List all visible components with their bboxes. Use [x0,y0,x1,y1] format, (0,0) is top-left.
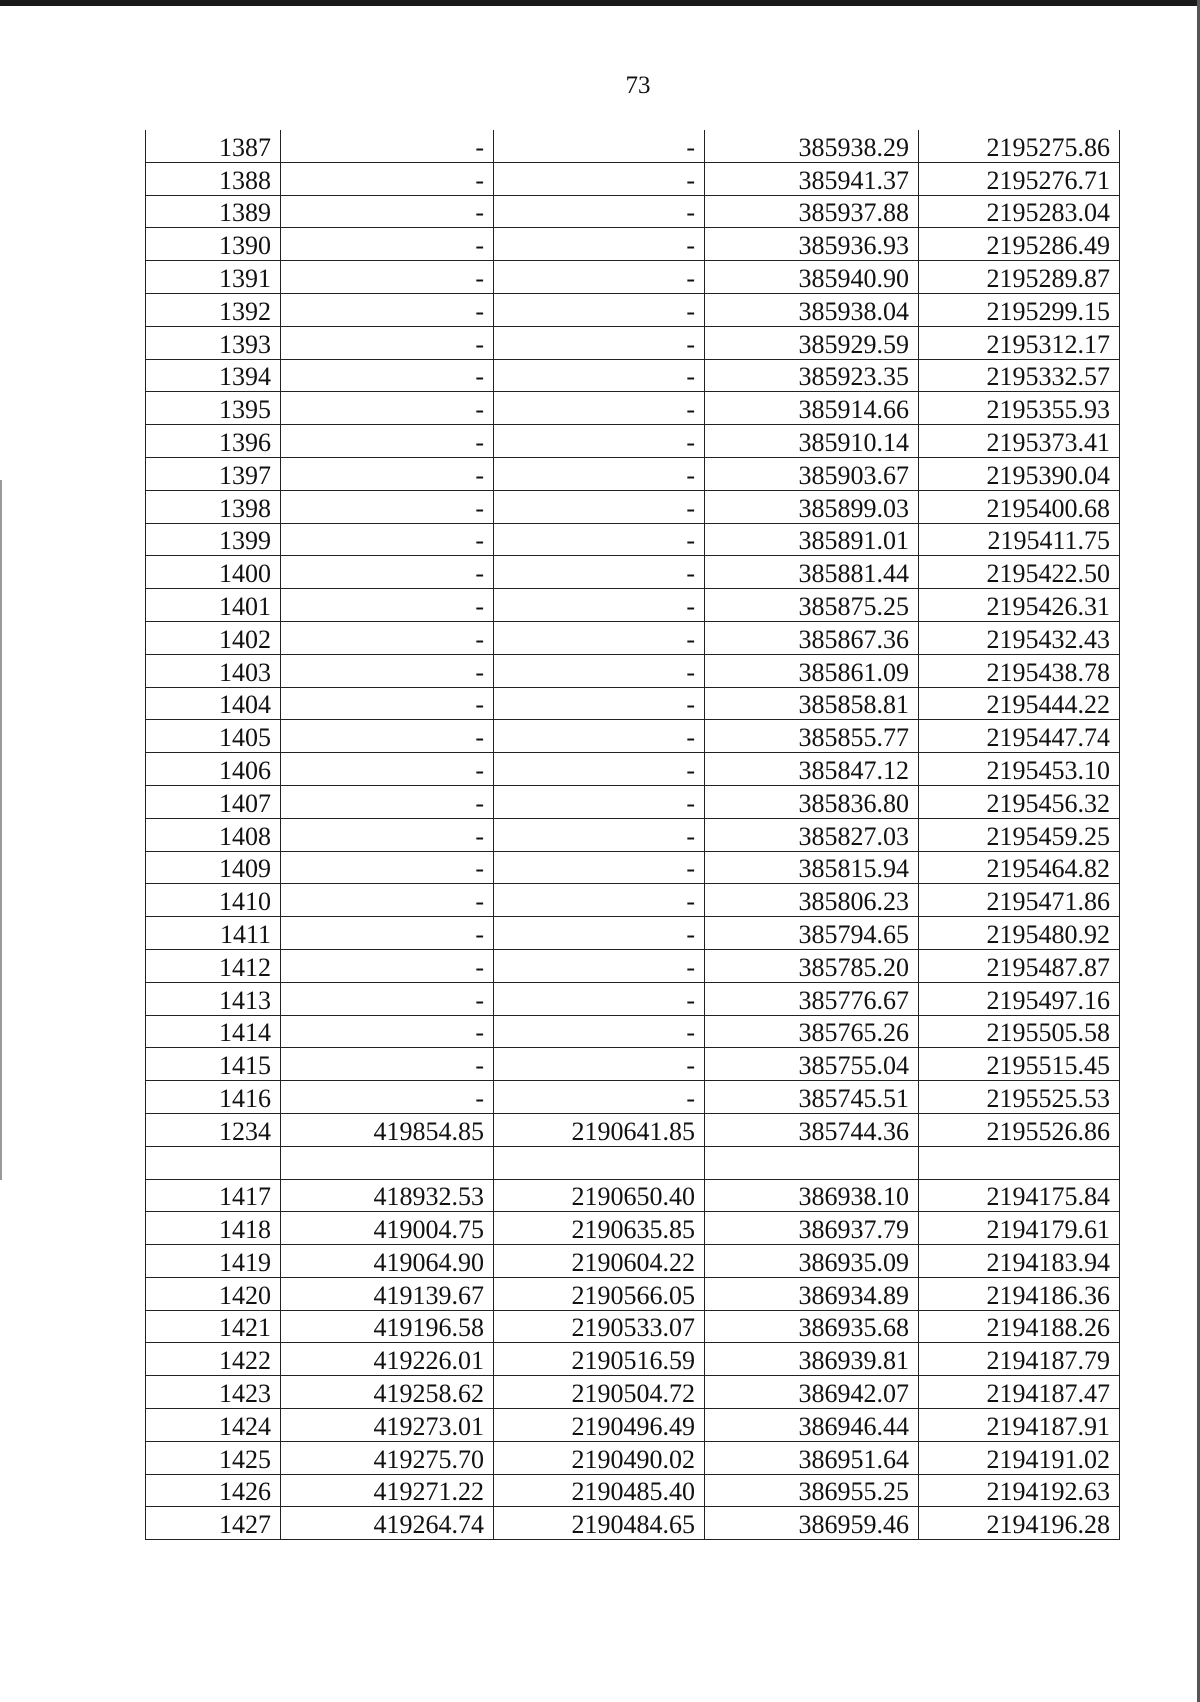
y-old-cell [494,1146,705,1179]
table-row [146,130,1120,162]
point-number-cell: 1413 [146,982,281,1015]
y-old-cell: 2190516.59 [494,1343,705,1376]
point-number-cell: 1403 [146,654,281,687]
x-new-cell: 385899.03 [705,490,919,523]
x-old-cell: 419271.22 [281,1474,494,1507]
x-old-cell: - [281,818,494,851]
point-number-cell: 1406 [146,753,281,786]
y-old-cell: 2190566.05 [494,1277,705,1310]
y-new-cell: 2195400.68 [919,490,1120,523]
y-new-cell: 2195422.50 [919,556,1120,589]
y-old-cell: 2190490.02 [494,1441,705,1474]
x-old-cell: - [281,490,494,523]
x-new-cell: 385875.25 [705,589,919,622]
y-new-cell: 2195426.31 [919,589,1120,622]
y-new-cell: 2195515.45 [919,1048,1120,1081]
x-new-cell: 385940.90 [705,261,919,294]
x-old-cell: 419854.85 [281,1113,494,1146]
y-new-cell: 2195459.25 [919,818,1120,851]
point-number-cell: 1388 [146,162,281,195]
x-old-cell: 419004.75 [281,1212,494,1245]
point-number-cell: 1424 [146,1409,281,1442]
x-new-cell: 385937.88 [705,195,919,228]
y-new-cell: 2195497.16 [919,982,1120,1015]
y-new-cell: 2194187.79 [919,1343,1120,1376]
table-row [146,228,1120,261]
x-old-cell: - [281,851,494,884]
table-row [146,261,1120,294]
y-old-cell: - [494,949,705,982]
table-row [146,851,1120,884]
table-row [146,1048,1120,1081]
y-new-cell: 2195299.15 [919,293,1120,326]
table-row [146,293,1120,326]
y-new-cell: 2195355.93 [919,392,1120,425]
point-number-cell: 1419 [146,1245,281,1278]
y-new-cell: 2194192.63 [919,1474,1120,1507]
y-new-cell: 2195505.58 [919,1015,1120,1048]
point-number-cell: 1407 [146,785,281,818]
x-new-cell: 385861.09 [705,654,919,687]
point-number-cell: 1395 [146,392,281,425]
table-row [146,753,1120,786]
y-old-cell: - [494,162,705,195]
x-new-cell: 385903.67 [705,457,919,490]
x-old-cell: 419064.90 [281,1245,494,1278]
x-new-cell: 386937.79 [705,1212,919,1245]
table-row [146,490,1120,523]
point-number-cell: 1420 [146,1277,281,1310]
y-old-cell: - [494,687,705,720]
point-number-cell: 1414 [146,1015,281,1048]
y-old-cell: 2190635.85 [494,1212,705,1245]
x-old-cell: 418932.53 [281,1179,494,1212]
table-row [146,1409,1120,1442]
scan-border-left [0,480,2,1180]
point-number-cell: 1400 [146,556,281,589]
point-number-cell: 1390 [146,228,281,261]
x-old-cell: - [281,261,494,294]
y-new-cell: 2195275.86 [919,130,1120,162]
y-new-cell: 2195411.75 [919,523,1120,556]
x-new-cell: 385858.81 [705,687,919,720]
table-row [146,162,1120,195]
point-number-cell: 1402 [146,621,281,654]
x-old-cell: - [281,621,494,654]
table-row [146,425,1120,458]
x-new-cell: 385941.37 [705,162,919,195]
y-old-cell: - [494,261,705,294]
table-row [146,982,1120,1015]
x-old-cell: - [281,1081,494,1114]
point-number-cell: 1389 [146,195,281,228]
y-old-cell: - [494,457,705,490]
x-old-cell: - [281,523,494,556]
table-row [146,1376,1120,1409]
x-old-cell: - [281,753,494,786]
y-new-cell: 2195456.32 [919,785,1120,818]
point-number-cell: 1411 [146,917,281,950]
x-new-cell: 386938.10 [705,1179,919,1212]
x-new-cell: 385938.04 [705,293,919,326]
x-old-cell: - [281,982,494,1015]
x-old-cell: - [281,162,494,195]
page-number: 73 [625,72,651,99]
y-new-cell: 2195487.87 [919,949,1120,982]
x-new-cell: 385755.04 [705,1048,919,1081]
point-number-cell: 1412 [146,949,281,982]
y-old-cell: - [494,917,705,950]
x-old-cell: - [281,228,494,261]
y-new-cell: 2195332.57 [919,359,1120,392]
y-old-cell: - [494,818,705,851]
x-old-cell: 419273.01 [281,1409,494,1442]
y-old-cell: - [494,130,705,162]
y-old-cell: - [494,1081,705,1114]
y-old-cell: - [494,359,705,392]
coordinates-table [145,130,1120,1540]
x-old-cell: - [281,293,494,326]
x-old-cell: 419264.74 [281,1507,494,1540]
x-new-cell: 386935.68 [705,1310,919,1343]
y-old-cell: - [494,884,705,917]
x-old-cell: 419139.67 [281,1277,494,1310]
x-old-cell: - [281,1048,494,1081]
y-new-cell: 2195464.82 [919,851,1120,884]
table-row [146,1081,1120,1114]
y-old-cell: - [494,621,705,654]
x-old-cell: - [281,949,494,982]
point-number-cell: 1396 [146,425,281,458]
point-number-cell: 1391 [146,261,281,294]
y-old-cell: - [494,195,705,228]
y-new-cell: 2194183.94 [919,1245,1120,1278]
point-number-cell: 1399 [146,523,281,556]
x-new-cell: 386935.09 [705,1245,919,1278]
x-old-cell: - [281,556,494,589]
table-row [146,884,1120,917]
table-row [146,917,1120,950]
y-new-cell: 2195471.86 [919,884,1120,917]
point-number-cell: 1415 [146,1048,281,1081]
x-new-cell: 385914.66 [705,392,919,425]
y-old-cell: 2190641.85 [494,1113,705,1146]
x-old-cell: - [281,457,494,490]
x-old-cell: - [281,884,494,917]
point-number-cell: 1417 [146,1179,281,1212]
y-new-cell: 2195526.86 [919,1113,1120,1146]
point-number-cell: 1397 [146,457,281,490]
y-old-cell: - [494,326,705,359]
point-number-cell: 1410 [146,884,281,917]
y-new-cell: 2194188.26 [919,1310,1120,1343]
y-new-cell: 2195390.04 [919,457,1120,490]
y-old-cell: - [494,556,705,589]
x-old-cell: - [281,326,494,359]
point-number-cell: 1425 [146,1441,281,1474]
x-new-cell: 386939.81 [705,1343,919,1376]
x-old-cell: - [281,359,494,392]
y-new-cell: 2195289.87 [919,261,1120,294]
x-new-cell: 385744.36 [705,1113,919,1146]
x-new-cell: 386959.46 [705,1507,919,1540]
table-row [146,720,1120,753]
table-row [146,457,1120,490]
y-old-cell: - [494,293,705,326]
y-old-cell: 2190504.72 [494,1376,705,1409]
table-row [146,785,1120,818]
x-new-cell: 386951.64 [705,1441,919,1474]
point-number-cell: 1409 [146,851,281,884]
point-number-cell: 1392 [146,293,281,326]
y-old-cell: - [494,753,705,786]
table-row [146,1310,1120,1343]
table-row [146,556,1120,589]
y-new-cell: 2195447.74 [919,720,1120,753]
x-new-cell: 385855.77 [705,720,919,753]
table-row [146,1146,1120,1179]
x-new-cell: 385745.51 [705,1081,919,1114]
y-new-cell [919,1146,1120,1179]
y-old-cell: 2190484.65 [494,1507,705,1540]
x-new-cell: 386934.89 [705,1277,919,1310]
point-number-cell: 1408 [146,818,281,851]
x-old-cell: - [281,720,494,753]
y-new-cell: 2194187.47 [919,1376,1120,1409]
point-number-cell: 1401 [146,589,281,622]
y-old-cell: - [494,654,705,687]
point-number-cell: 1398 [146,490,281,523]
y-old-cell: - [494,1048,705,1081]
y-old-cell: - [494,392,705,425]
y-new-cell: 2194179.61 [919,1212,1120,1245]
y-old-cell: - [494,785,705,818]
y-new-cell: 2195432.43 [919,621,1120,654]
y-old-cell: - [494,982,705,1015]
y-new-cell: 2195444.22 [919,687,1120,720]
table-row [146,654,1120,687]
point-number-cell: 1426 [146,1474,281,1507]
x-old-cell: - [281,785,494,818]
table-row [146,523,1120,556]
y-old-cell: - [494,490,705,523]
y-new-cell: 2195276.71 [919,162,1120,195]
point-number-cell [146,1146,281,1179]
scan-border-top [0,0,1200,6]
table-row [146,1179,1120,1212]
point-number-cell: 1234 [146,1113,281,1146]
y-new-cell: 2195480.92 [919,917,1120,950]
x-new-cell: 385936.93 [705,228,919,261]
table-row [146,589,1120,622]
point-number-cell: 1421 [146,1310,281,1343]
x-new-cell: 385806.23 [705,884,919,917]
x-new-cell: 385836.80 [705,785,919,818]
table-row [146,1343,1120,1376]
y-new-cell: 2194196.28 [919,1507,1120,1540]
table-row [146,1113,1120,1146]
x-old-cell: 419226.01 [281,1343,494,1376]
y-old-cell: - [494,851,705,884]
x-new-cell: 385881.44 [705,556,919,589]
x-old-cell: - [281,425,494,458]
point-number-cell: 1404 [146,687,281,720]
y-old-cell: - [494,1015,705,1048]
y-new-cell: 2195286.49 [919,228,1120,261]
point-number-cell: 1418 [146,1212,281,1245]
point-number-cell: 1427 [146,1507,281,1540]
point-number-cell: 1394 [146,359,281,392]
y-old-cell: - [494,425,705,458]
x-new-cell: 385847.12 [705,753,919,786]
x-new-cell: 385827.03 [705,818,919,851]
x-new-cell: 385891.01 [705,523,919,556]
x-old-cell: 419258.62 [281,1376,494,1409]
x-new-cell: 385923.35 [705,359,919,392]
point-number-cell: 1423 [146,1376,281,1409]
y-old-cell: 2190496.49 [494,1409,705,1442]
x-new-cell: 385910.14 [705,425,919,458]
point-number-cell: 1393 [146,326,281,359]
y-old-cell: 2190604.22 [494,1245,705,1278]
y-old-cell: - [494,228,705,261]
point-number-cell: 1405 [146,720,281,753]
x-old-cell: - [281,392,494,425]
table-row [146,949,1120,982]
x-new-cell: 385794.65 [705,917,919,950]
y-old-cell: 2190533.07 [494,1310,705,1343]
table-row [146,392,1120,425]
y-new-cell: 2194191.02 [919,1441,1120,1474]
point-number-cell: 1422 [146,1343,281,1376]
x-new-cell: 385815.94 [705,851,919,884]
x-old-cell: - [281,917,494,950]
table-row [146,326,1120,359]
y-old-cell: - [494,589,705,622]
x-old-cell: - [281,130,494,162]
y-new-cell: 2195453.10 [919,753,1120,786]
y-new-cell: 2195438.78 [919,654,1120,687]
x-old-cell: 419275.70 [281,1441,494,1474]
y-old-cell: - [494,720,705,753]
table-row [146,1474,1120,1507]
x-new-cell: 386946.44 [705,1409,919,1442]
table-row [146,818,1120,851]
x-new-cell [705,1146,919,1179]
table-row [146,621,1120,654]
table-row [146,1277,1120,1310]
x-new-cell: 385785.20 [705,949,919,982]
y-new-cell: 2195312.17 [919,326,1120,359]
x-old-cell: 419196.58 [281,1310,494,1343]
x-old-cell: - [281,195,494,228]
y-new-cell: 2194175.84 [919,1179,1120,1212]
table-row [146,1441,1120,1474]
y-old-cell: 2190650.40 [494,1179,705,1212]
x-new-cell: 385867.36 [705,621,919,654]
x-new-cell: 386955.25 [705,1474,919,1507]
y-old-cell: 2190485.40 [494,1474,705,1507]
y-new-cell: 2194187.91 [919,1409,1120,1442]
table-row [146,359,1120,392]
x-new-cell: 385929.59 [705,326,919,359]
x-old-cell: - [281,1015,494,1048]
x-new-cell: 385765.26 [705,1015,919,1048]
table-row [146,1245,1120,1278]
x-new-cell: 386942.07 [705,1376,919,1409]
table-row [146,687,1120,720]
x-old-cell [281,1146,494,1179]
x-new-cell: 385938.29 [705,130,919,162]
point-number-cell: 1416 [146,1081,281,1114]
table-row [146,1507,1120,1540]
table-row [146,1015,1120,1048]
table-row [146,195,1120,228]
coordinates-table-body [146,130,1120,1540]
y-new-cell: 2195283.04 [919,195,1120,228]
point-number-cell: 1387 [146,130,281,162]
y-old-cell: - [494,523,705,556]
y-new-cell: 2195525.53 [919,1081,1120,1114]
y-new-cell: 2195373.41 [919,425,1120,458]
x-old-cell: - [281,654,494,687]
y-new-cell: 2194186.36 [919,1277,1120,1310]
x-old-cell: - [281,589,494,622]
x-new-cell: 385776.67 [705,982,919,1015]
table-row [146,1212,1120,1245]
x-old-cell: - [281,687,494,720]
